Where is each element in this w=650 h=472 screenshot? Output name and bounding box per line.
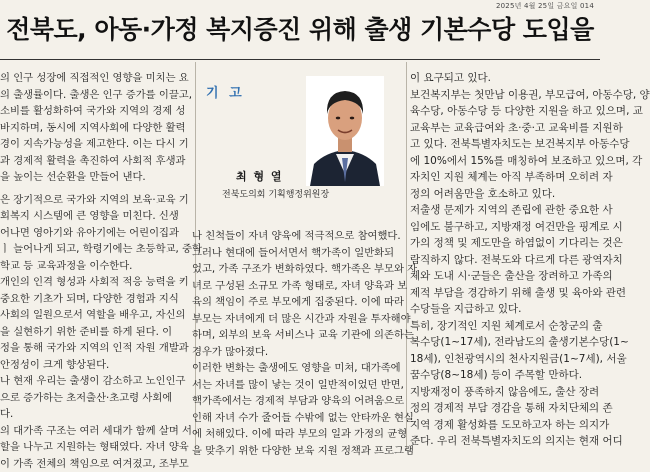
column-divider-right: [406, 62, 407, 450]
author-name: 최 형 열: [236, 168, 283, 184]
headline-rule: [0, 59, 600, 60]
text-line: 서는 자녀를 많이 낳는 것이 일반적이었던 반면,: [192, 377, 392, 394]
article-column-1: [0, 70, 198, 472]
text-line: 었고, 가족 구조가 변화하였다. 핵가족은 부모와 자: [192, 261, 392, 278]
text-line: ㅣ 늘어나게 되고, 학령기에는 초등학교, 중학: [0, 241, 198, 258]
article-column-2: [192, 228, 392, 459]
text-line: 육수당, 아동수당 등 다양한 지원을 하고 있으며, 교: [410, 103, 600, 120]
photo-eye-left: [336, 117, 340, 120]
text-line: 이 가족 전체의 책임으로 여겨졌고, 조부모: [0, 456, 198, 472]
text-line: 을 맞추기 위한 다양한 보육 지원 정책과 프로그램: [192, 443, 392, 460]
text-line: 하며, 외부의 보육 서비스나 교육 기관에 의존하는: [192, 327, 392, 344]
text-line: 인해 자녀 수가 줄어들 수밖에 없는 안타까운 현실: [192, 410, 392, 427]
photo-eye-right: [350, 117, 354, 120]
text-line: 18세), 인천광역시의 천사지원금(1~7세), 서울: [410, 351, 600, 368]
text-line: 정의 어려움만을 호소하고 있다.: [410, 186, 600, 203]
text-line: 이러한 변화는 출생에도 영향을 미쳐, 대가족에: [192, 360, 392, 377]
text-line: 이 요구되고 있다.: [410, 70, 600, 87]
text-line: 은 장기적으로 국가와 지역의 보육·교육 기: [0, 192, 198, 209]
text-line: 회복지 시스템에 큰 영향을 미친다. 신생: [0, 208, 198, 225]
text-line: 복수당(1~17세), 전라남도의 출생기본수당(1~: [410, 334, 600, 351]
text-line: 의 대가족 구조는 여러 세대가 함께 살며 서: [0, 423, 198, 440]
section-label: 기 고: [206, 82, 245, 101]
text-line: 에 10%에서 15%를 매칭하여 보조하고 있으며, 각: [410, 153, 600, 170]
text-line: 나 현재 우리는 출생이 감소하고 노인인구: [0, 373, 198, 390]
author-photo: [306, 76, 384, 186]
text-line: 나 친척들이 자녀 양육에 적극적으로 참여했다.: [192, 228, 392, 245]
text-line: 가의 정책 및 제도만을 하염없이 기다리는 것은: [410, 235, 600, 252]
text-line: 사회의 일원으로서 역할을 배우고, 자신의: [0, 307, 198, 324]
page-title: 전북도, 아동·가정 복지증진 위해 출생 기본수당 도입을: [0, 10, 600, 46]
text-line: 육의 책임이 주로 부모에게 집중된다. 이에 따라: [192, 294, 392, 311]
text-line: 체와 도내 시·군들은 출산을 장려하고 가족의: [410, 268, 600, 285]
text-line: 과 경제적 활력을 촉진하여 사회적 후생과: [0, 153, 198, 170]
text-line: 저출생 문제가 지역의 존립에 관한 중요한 사: [410, 202, 600, 219]
text-line: 의 인구 성장에 직접적인 영향을 미치는 요: [0, 70, 198, 87]
dateline: 2025년 4월 25일 금요일 014: [496, 1, 594, 11]
text-line: 지역 경제 활성화를 도모하고자 하는 의지가: [410, 417, 600, 434]
text-line: 고 있다. 전북특별자치도는 보건복지부 아동수당: [410, 136, 600, 153]
text-line: 꿈수당(8~18세) 등이 주목할 만하다.: [410, 367, 600, 384]
text-line: 학교 등 교육과정을 이수한다.: [0, 258, 198, 275]
text-line: 경이 지속가능성을 제고한다. 이는 다시 기: [0, 136, 198, 153]
article-column-3: [410, 70, 600, 450]
text-line: 을 높이는 선순환을 만들어 낸다.: [0, 169, 198, 186]
text-line: 교육부는 교육급여와 초·중·고 교육비를 지원하: [410, 120, 600, 137]
text-line: 보건복지부는 첫만남 이용권, 부모급여, 아동수당, 양: [410, 87, 600, 104]
text-line: 다.: [0, 406, 198, 423]
text-line: 핵가족에서는 경제적 부담과 양육의 어려움으로: [192, 393, 392, 410]
text-line: 소비를 활성화하여 국가와 지역의 경제 성: [0, 103, 198, 120]
text-line: 부모는 자녀에게 더 많은 시간과 자원을 투자해야: [192, 311, 392, 328]
text-line: 그러나 현대에 들어서면서 핵가족이 일반화되: [192, 245, 392, 262]
text-line: 람직하지 않다. 전북도와 다르게 다른 광역자치: [410, 252, 600, 269]
text-line: 수당들을 지급하고 있다.: [410, 301, 600, 318]
text-line: 특히, 장기적인 지원 체계로서 순창군의 출: [410, 318, 600, 335]
text-line: 자치인 지원 체계는 아직 부족하며 오히려 자: [410, 169, 600, 186]
text-line: 녀로 구성된 소규모 가족 형태로, 자녀 양육과 보: [192, 278, 392, 295]
text-line: 제적 부담을 경감하기 위해 출생 및 육아와 관련: [410, 285, 600, 302]
text-line: 정을 통해 국가와 지역의 인적 자원 개발과: [0, 340, 198, 357]
text-line: 중요한 기초가 되며, 다양한 경험과 지식: [0, 291, 198, 308]
text-line: 할을 나누고 지원하는 형태였다. 자녀 양육: [0, 439, 198, 456]
author-title: 전북도의회 기획행정위원장: [222, 187, 329, 200]
text-line: 정의 경제적 부담 경감을 통해 자치단체의 존: [410, 400, 600, 417]
text-line: 으로 증가하는 초저출산·초고령 사회에: [0, 390, 198, 407]
photo-neck: [338, 138, 352, 152]
text-line: 임에도 불구하고, 지방재정 여건만을 핑계로 시: [410, 219, 600, 236]
text-line: 에 처해있다. 이에 따라 부모의 일과 가정의 균형: [192, 426, 392, 443]
text-line: 경우가 많아졌다.: [192, 344, 392, 361]
text-line: 의 출생률이다. 출생은 인구 증가를 이끌고,: [0, 87, 198, 104]
text-line: 개인의 인격 형성과 사회적 적응 능력을 키: [0, 274, 198, 291]
text-line: 어나면 영아기와 유아기에는 어린이집과: [0, 225, 198, 242]
text-line: 바지하며, 동시에 지역사회에 다양한 활력: [0, 120, 198, 137]
text-line: 준다. 우리 전북특별자치도의 의지는 현재 어디: [410, 433, 600, 450]
text-line: 을 실현하기 위한 준비를 하게 된다. 이: [0, 324, 198, 341]
text-line: 지방재정이 풍족하지 않음에도, 출산 장려: [410, 384, 600, 401]
text-line: 안정성이 크게 향상된다.: [0, 357, 198, 374]
